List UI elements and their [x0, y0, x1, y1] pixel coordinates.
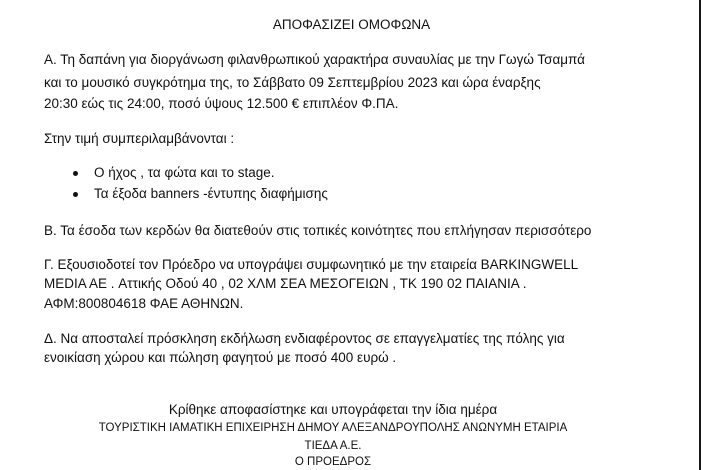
included-item-1: Ο ήχος , τα φώτα και το stage. — [94, 165, 275, 180]
section-c-line-1: Γ. Εξουσιοδοτεί τον Πρόεδρο να υπογράψει συμφωνητικό με την εταιρεία BARKINGWELL — [44, 257, 579, 272]
section-b: Β. Τα έσοδα των κερδών θα διατεθούν στις τοπικές κοινότητες που επλήγησαν περισσότερο — [44, 223, 592, 238]
included-intro: Στην τιμή συμπεριλαμβάνονται : — [44, 131, 235, 146]
bullet-icon — [73, 192, 78, 197]
included-item-2: Τα έξοδα banners -έντυπης διαφήμισης — [94, 186, 328, 201]
section-a-line-2: και το μουσικό συγκρότημα της, το Σάββατο 09 Σεπτεμβρίου 2023 και ώρα έναρξης — [44, 75, 541, 90]
closing-decided: Κρίθηκε αποφασίστηκε και υπογράφεται την ίδια ημέρα — [168, 402, 498, 417]
bullet-icon — [73, 171, 78, 176]
section-a-line-3: 20:30 εώς τις 24:00, ποσό ύψους 12.500 € επιπλέον Φ.ΠΑ. — [44, 96, 399, 111]
section-c-line-2: MEDIA AE . Αττικής Οδού 40 , 02 ΧΛΜ ΣΕΑ ΜΕΣΟΓΕΙΩΝ , ΤΚ 190 02 ΠΑΙΑΝΙΑ . — [44, 276, 527, 291]
document-heading: ΑΠΟΦΑΣΙΖΕΙ ΟΜΟΦΩΝΑ — [272, 17, 431, 32]
section-d-line-2: ενοικίαση χώρου και πώληση φαγητού με ποσό 400 ευρώ . — [44, 350, 397, 365]
page-edge-divider — [699, 0, 701, 470]
company-name-line-1: ΤΟΥΡΙΣΤΙΚΗ ΙΑΜΑΤΙΚΗ ΕΠΙΧΕΙΡΗΣΗ ΔΗΜΟΥ ΑΛΕΞΑΝΔΡΟΥΠΟΛΗΣ ΑΝΩΝΥΜΗ ΕΤΑΙΡΙΑ — [98, 422, 568, 434]
section-c-line-3: ΑΦΜ:800804618 ΦΑΕ ΑΘΗΝΩΝ. — [44, 296, 244, 311]
company-name-line-2: ΤΙΕΔΑ Α.Ε. — [304, 440, 362, 452]
section-d-line-1: Δ. Να αποσταλεί πρόσκληση εκδήλωση ενδιαφέροντος σε επαγγελματίες της πόλης για — [44, 331, 565, 346]
section-a-line-1: Α. Τη δαπάνη για διοργάνωση φιλανθρωπικού χαρακτήρα συναυλίας με την Γωγώ Τσαμπά — [44, 52, 585, 67]
president-signature-title: Ο ΠΡΟΕΔΡΟΣ — [294, 456, 372, 468]
